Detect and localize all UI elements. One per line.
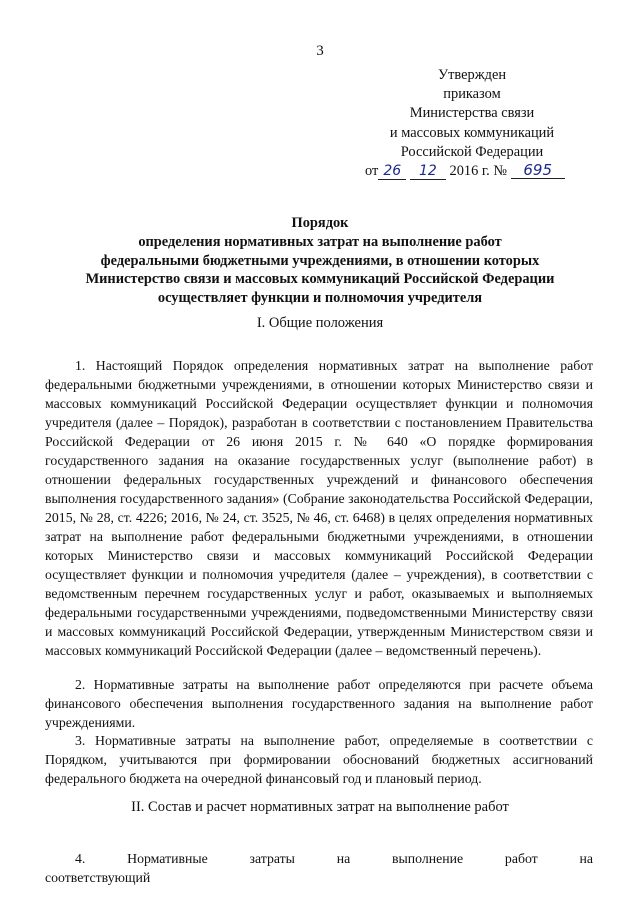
title-line: федеральными бюджетными учреждениями, в отношении которых: [100, 252, 540, 269]
section-heading-1: I. Общие положения: [256, 315, 384, 331]
handwritten-order-number: 695: [511, 162, 565, 179]
page-number: 3: [316, 43, 324, 59]
handwritten-day: 26: [378, 163, 406, 180]
title-line: осуществляет функции и полномочия учредителя: [157, 290, 483, 307]
date-year-text: 2016 г. №: [449, 163, 508, 180]
paragraph-4-start: 4. Нормативные затраты на выполнение работ на соответствующий: [45, 850, 593, 885]
paragraph-3: 3. Нормативные затраты на выполнение работ, определяемые в соответствии с Порядком, учитываются при формировании обоснований бюджетных ассигнований федерального бюджета на очередной финансовый год и плановый период.: [45, 732, 593, 786]
approval-date-line: [357, 162, 587, 181]
approval-line: Российской Федерации: [400, 143, 544, 160]
title-line: Министерство связи и массовых коммуникаций Российской Федерации: [85, 271, 555, 288]
handwritten-month: 12: [410, 163, 446, 180]
approval-line: Министерства связи: [409, 105, 535, 122]
date-prefix: от: [365, 163, 379, 180]
paragraph-2: 2. Нормативные затраты на выполнение работ определяются при расчете объема финансового обеспечения выполнения государственного задания на выполнение работ учреждениями.: [45, 676, 593, 730]
paragraph-1: 1. Настоящий Порядок определения нормативных затрат на выполнение работ федеральными бюджетными учреждениями, в отношении которых Министерство связи и массовых коммуникаций Российской Федерации осуществляет функции и полномочия учредителя (далее – Порядок), разработан в соответствии с постановлением Правительства Российской Федерации от 26 июня 2015 г. № 640 «О порядке формирования государственного задания на оказание государственных услуг (выполнение работ) в отношении федеральных государственных учреждений и финансового обеспечения выполнения государственного задания» (Собрание законодательства Российской Федерации, 2015, № 28, ст. 4226; 2016, № 24, ст. 3525, № 46, ст. 6468) в целях определения нормативных затрат на выполнение работ федеральными бюджетными учреждениями, в отношении которых Министерство связи и массовых коммуникаций Российской Федерации осуществляет функции и полномочия учредителя (далее – учреждения), в соответствии с ведомственным перечнем государственных услуг и работ, оказываемых и выполняемых федеральными государственными учреждениями, подведомственными Министерству связи и массовых коммуникаций Российской Федерации, утвержденным Министерством связи и массовых коммуникаций Российской Федерации (далее – ведомственный перечень).: [45, 357, 593, 658]
section-heading-2: II. Состав и расчет нормативных затрат на выполнение работ: [131, 799, 509, 815]
document-title: [50, 214, 590, 308]
approval-stamp-block: [357, 66, 587, 181]
approval-line: Утвержден: [437, 67, 507, 83]
approval-line: приказом: [443, 86, 501, 103]
title-line: определения нормативных затрат на выполнение работ: [138, 233, 502, 250]
approval-line: и массовых коммуникаций: [389, 124, 555, 141]
title-line: Порядок: [291, 215, 349, 231]
